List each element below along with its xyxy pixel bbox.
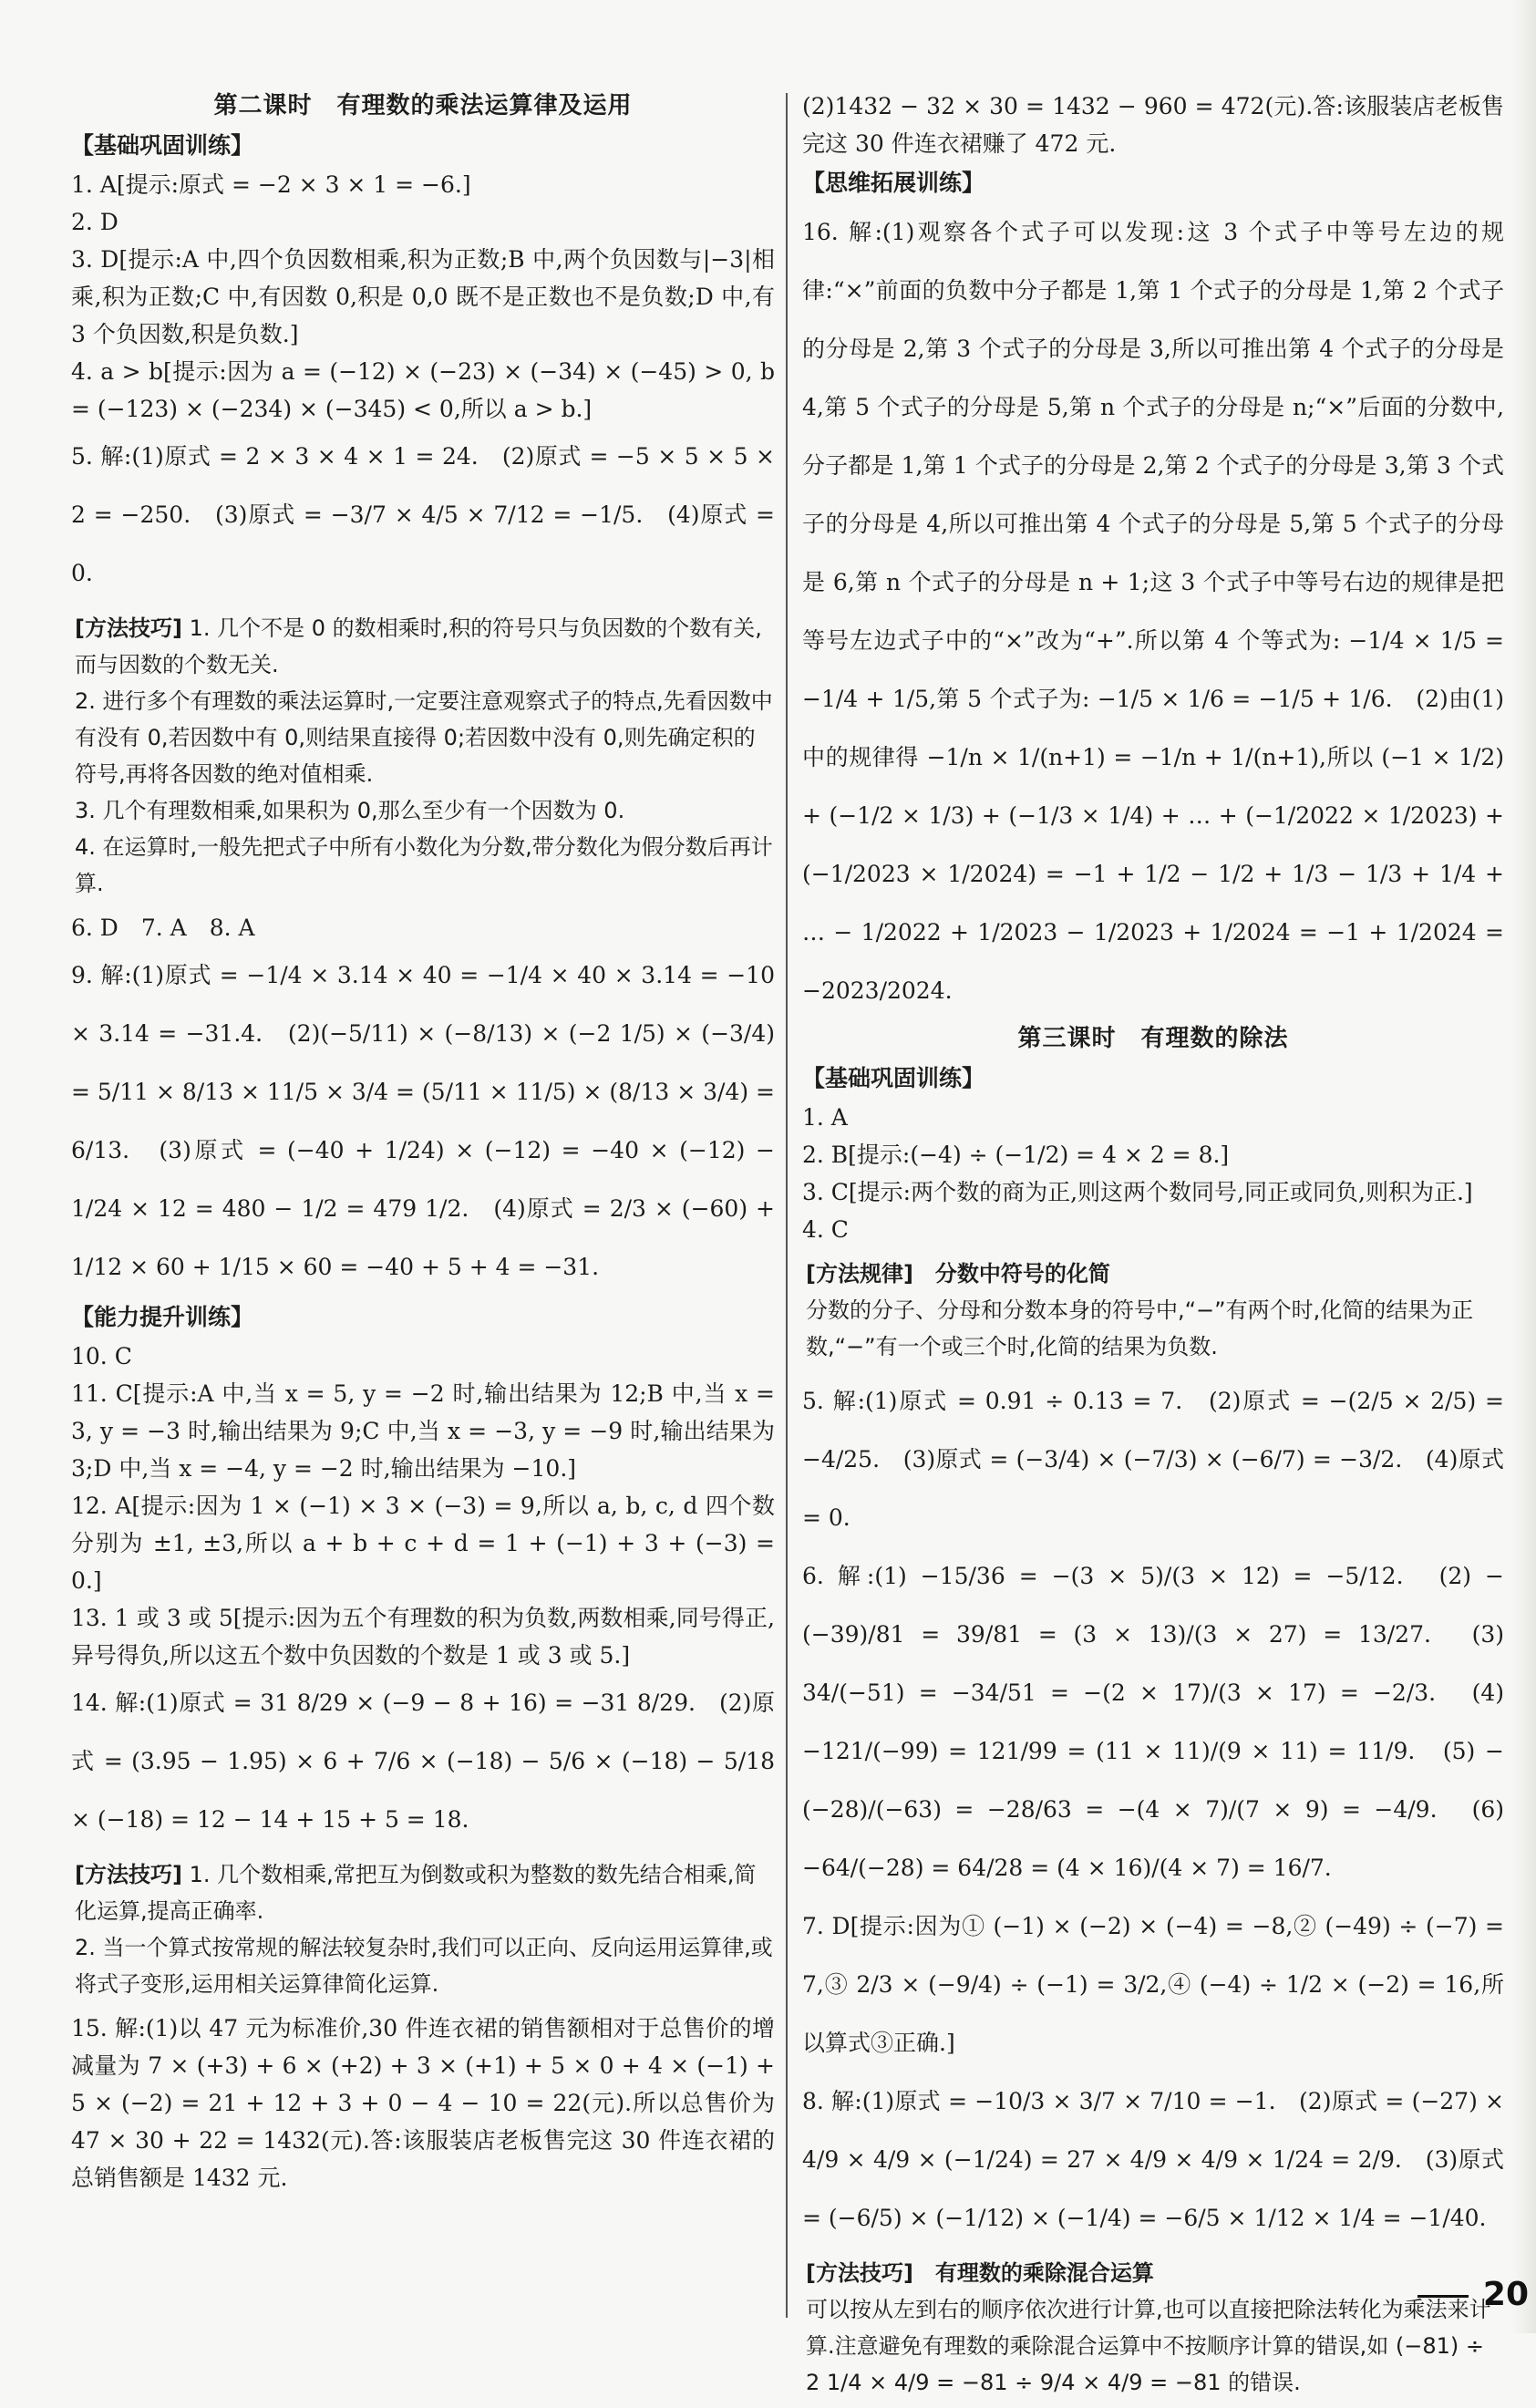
method-tip-heading: [方法技巧] [75,615,182,641]
tip-line: 2. 当一个算式按常规的解法较复杂时,我们可以正向、反向运用运算律,或将式子变形,运用相关运算律简化运算. [75,1935,773,1997]
method-rule-heading: [方法规律] 分数中符号的化简 [806,1261,1110,1287]
method-tip-box [802,2255,1504,2401]
answer-item: (2)1432 − 32 × 30 = 1432 − 960 = 472(元).答:该服装店老板售完这 30 件连衣裙赚了 472 元. [802,93,1504,157]
lesson-title: 第三课时 有理数的除法 [1017,1025,1289,1052]
answer-item: 5. 解:(1)原式 = 2 × 3 × 4 × 1 = 24. (2)原式 = −5 × 5 × 5 × 2 = −250. (3)原式 = −3/7 × 4/5 × 7/12 = −1/5. (4)原式 = 0. [71,443,775,586]
answer-item: 4. C [802,1216,849,1243]
tip-line: 4. 在运算时,一般先把式子中所有小数化为分数,带分数化为假分数后再计算. [75,834,773,896]
tip-line: 1. 几个数相乘,常把互为倒数或积为整数的数先结合相乘,简化运算,提高正确率. [75,1862,757,1924]
answer-item: 1. A[提示:原式 = −2 × 3 × 1 = −6.] [71,171,471,198]
answer-item: 3. C[提示:两个数的商为正,则这两个数同号,同正或同负,则积为正.] [802,1179,1473,1205]
lesson-title: 第二课时 有理数的乘法运算律及运用 [213,92,633,119]
answer-item: 1. A [802,1104,848,1131]
right-column [802,88,1504,2408]
answer-item: 10. C [71,1343,132,1369]
page-number [1417,2276,1529,2313]
tip-line: 3. 几个有理数相乘,如果积为 0,那么至少有一个因数为 0. [75,798,625,823]
left-column [71,88,775,2196]
method-tip-box [71,610,775,902]
page-number-text: 20 [1482,2276,1529,2313]
section-heading-basic: 【基础巩固训练】 [71,132,254,159]
answer-item: 2. D [71,209,119,235]
method-tip-heading: [方法技巧] [75,1862,182,1887]
rule-text: 分数的分子、分母和分数本身的符号中,“−”有两个时,化简的结果为正数,“−”有一个或三个时,化简的结果为负数. [806,1297,1474,1359]
tip-text: 可以按从左到右的顺序依次进行计算,也可以直接把除法转化为乘法来计算.注意避免有理数的乘除混合运算中不按顺序计算的错误,如 (−81) ÷ 2 1/4 × 4/9 = −81 ÷ 9/4 × 4/9 = −81 的错误. [806,2297,1491,2395]
answer-item: 8. 解:(1)原式 = −10/3 × 3/7 × 7/10 = −1. (2)原式 = (−27) × 4/9 × 4/9 × (−1/24) = 27 × 4/9 × 4/9 × 1/24 = 2/9. (3)原式 = (−6/5) × (−1/12) × (−1/4) = −6/5 × 1/12 × 1/4 = −1/40. [802,2088,1504,2231]
method-tip-box [71,1856,775,2002]
answer-item: 15. 解:(1)以 47 元为标准价,30 件连衣裙的销售额相对于总售价的增减量为 7 × (+3) + 6 × (+2) + 3 × (+1) + 5 × 0 + 4 × (−1) + 5 × (−2) = 21 + 12 + 3 + 0 − 4 − 10 = 22(元).所以总售价为 47 × 30 + 22 = 1432(元).答:该服装店老板售完这 30 件连衣裙的总销售额是 1432 元. [71,2015,775,2191]
answer-item: 11. C[提示:A 中,当 x = 5, y = −2 时,输出结果为 12;B 中,当 x = 3, y = −3 时,输出结果为 9;C 中,当 x = −3, y = −9 时,输出结果为 3;D 中,当 x = −4, y = −2 时,输出结果为 −10.] [71,1380,775,1482]
answer-item: 6. D 7. A 8. A [71,915,255,941]
answer-item: 7. D[提示:因为① (−1) × (−2) × (−4) = −8,② (−49) ÷ (−7) = 7,③ 2/3 × (−9/4) ÷ (−1) = 3/2,④ (−4) ÷ 1/2 × (−2) = 16,所以算式③正确.] [802,1913,1504,2056]
section-heading-ability: 【能力提升训练】 [71,1304,254,1330]
tip-line: 1. 几个不是 0 的数相乘时,积的符号只与负因数的个数有关,而与因数的个数无关. [75,615,762,677]
answer-item: 4. a > b[提示:因为 a = (−12) × (−23) × (−34) × (−45) > 0, b = (−123) × (−234) × (−345) < 0,所以 a > b.] [71,358,775,422]
answer-item: 16. 解:(1)观察各个式子可以发现:这 3 个式子中等号左边的规律:“×”前面的负数中分子都是 1,第 1 个式子的分母是 1,第 2 个式子的分母是 2,第 3 个式子的分母是 3,所以可推出第 4 个式子的分母是 4,第 5 个式子的分母是 5,第 n 个式子的分母是 n;“×”后面的分数中,分子都是 1,第 1 个式子的分母是 2,第 2 个式子的分母是 3,第 3 个式子的分母是 4,所以可推出第 4 个式子的分母是 5,第 5 个式子的分母是 6,第 n 个式子的分母是 n + 1;这 3 个式子中等号右边的规律是把等号左边式子中的“×”改为“+”.所以第 4 个等式为: −1/4 × 1/5 = −1/4 + 1/5,第 5 个式子为: −1/5 × 1/6 = −1/5 + 1/6. (2)由(1)中的规律得 −1/n × 1/(n+1) = −1/n + 1/(n+1),所以 (−1 × 1/2) + (−1/2 × 1/3) + (−1/3 × 1/4) + … + (−1/2022 × 1/2023) + (−1/2023 × 1/2024) = −1 + 1/2 − 1/2 + 1/3 − 1/3 + 1/4 + … − 1/2022 + 1/2023 − 1/2023 + 1/2024 = −1 + 1/2024 = −2023/2024. [802,219,1504,1004]
answer-item: 6. 解:(1) −15/36 = −(3 × 5)/(3 × 12) = −5/12. (2) −(−39)/81 = 39/81 = (3 × 13)/(3 × 27) = 13/27. (3) 34/(−51) = −34/51 = −(2 × 17)/(3 × 17) = −2/3. (4) −121/(−99) = 121/99 = (11 × 11)/(9 × 11) = 11/9. (5) −(−28)/(−63) = −28/63 = −(4 × 7)/(7 × 9) = −4/9. (6) −64/(−28) = 64/28 = (4 × 16)/(4 × 7) = 16/7. [802,1563,1504,1881]
answer-item: 14. 解:(1)原式 = 31 8/29 × (−9 − 8 + 16) = −31 8/29. (2)原式 = (3.95 − 1.95) × 6 + 7/6 × (−18) − 5/6 × (−18) − 5/18 × (−18) = 12 − 14 + 15 + 5 = 18. [71,1690,775,1833]
answer-item: 13. 1 或 3 或 5[提示:因为五个有理数的积为负数,两数相乘,同号得正,异号得负,所以这五个数中负因数的个数是 1 或 3 或 5.] [71,1605,775,1669]
method-rule-box [802,1256,1504,1365]
tip-line: 2. 进行多个有理数的乘法运算时,一定要注意观察式子的特点,先看因数中有没有 0,若因数中有 0,则结果直接得 0;若因数中没有 0,则先确定积的符号,再将各因数的绝对值相乘. [75,688,773,787]
method-tip-heading: [方法技巧] 有理数的乘除混合运算 [806,2260,1154,2286]
answer-item: 5. 解:(1)原式 = 0.91 ÷ 0.13 = 7. (2)原式 = −(2/5 × 2/5) = −4/25. (3)原式 = (−3/4) × (−7/3) × (−6/7) = −3/2. (4)原式 = 0. [802,1388,1504,1531]
answer-item: 12. A[提示:因为 1 × (−1) × 3 × (−3) = 9,所以 a, b, c, d 四个数分别为 ±1, ±3,所以 a + b + c + d = 1 + (−1) + 3 + (−3) = 0.] [71,1493,775,1594]
column-divider [786,93,788,2318]
page-number-dash [1417,2295,1469,2298]
answer-item: 3. D[提示:A 中,四个负因数相乘,积为正数;B 中,两个负因数与|−3|相乘,积为正数;C 中,有因数 0,积是 0,0 既不是正数也不是负数;D 中,有 3 个负因数,积是负数.] [71,246,775,347]
answer-item: 9. 解:(1)原式 = −1/4 × 3.14 × 40 = −1/4 × 40 × 3.14 = −10 × 3.14 = −31.4. (2)(−5/11) × (−8/13) × (−2 1/5) × (−3/4) = 5/11 × 8/13 × 11/5 × 3/4 = (5/11 × 11/5) × (8/13 × 3/4) = 6/13. (3)原式 = (−40 + 1/24) × (−12) = −40 × (−12) − 1/24 × 12 = 480 − 1/2 = 479 1/2. (4)原式 = 2/3 × (−60) + 1/12 × 60 + 1/15 × 60 = −40 + 5 + 4 = −31. [71,962,775,1280]
section-heading-expand: 【思维拓展训练】 [802,170,985,196]
section-heading-basic: 【基础巩固训练】 [802,1065,985,1091]
answer-item: 2. B[提示:(−4) ÷ (−1/2) = 4 × 2 = 8.] [802,1142,1230,1168]
page-edge [1512,0,1536,2333]
